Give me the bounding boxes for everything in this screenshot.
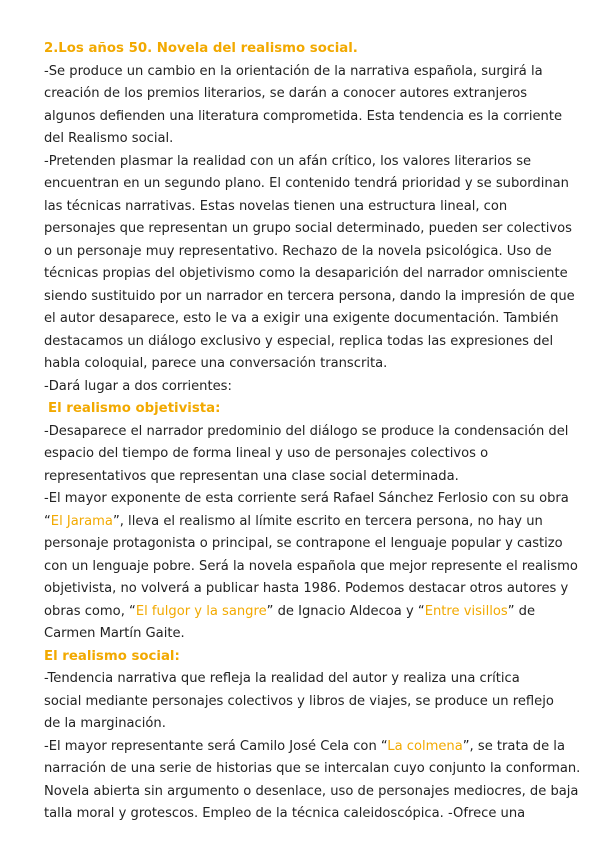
line-text: obras como, “ — [44, 603, 136, 619]
paragraph-line: representativos que representan una clase social determinada. — [44, 468, 459, 484]
paragraph-line — [44, 511, 570, 534]
paragraph-line: el autor desaparece, esto le va a exigir una exigente documentación. También — [44, 311, 559, 326]
paragraph-line: talla moral y grotescos. Empleo de la técnica caleidoscópica. -Ofrece una — [44, 806, 526, 821]
paragraph-line: o un personaje muy representativo. Rechazo de la novela psicológica. Uso de — [44, 243, 552, 259]
book-title-el-jarama: El Jarama — [50, 513, 113, 529]
book-title-la-colmena: La colmena — [387, 738, 463, 754]
paragraph-line: habla coloquial, parece una conversación transcrita. — [44, 356, 388, 371]
paragraph-line: -El mayor exponente de esta corriente será Rafael Sánchez Ferlosio con su obra — [44, 491, 569, 506]
paragraph-line: siendo sustituido por un narrador en tercera persona, dando la impresión de que — [44, 288, 575, 304]
line-text: ”, lleva el realismo al límite escrito en tercera persona, no hay un — [112, 513, 543, 529]
line-text: ”, se trata de la — [462, 738, 565, 754]
section-heading: 2.Los años 50. Novela del realismo social. — [44, 41, 358, 56]
paragraph-line — [44, 601, 570, 624]
paragraph-line: -Tendencia narrativa que refleja la realidad del autor y realiza una crítica — [44, 671, 520, 686]
paragraph-line: las técnicas narrativas. Estas novelas tienen una estructura lineal, con — [44, 198, 508, 214]
paragraph-line: encuentran en un segundo plano. El contenido tendrá prioridad y se subordinan — [44, 176, 569, 191]
paragraph-line: -Se produce un cambio en la orientación de la narrativa española, surgirá la — [44, 63, 543, 79]
paragraph-line: creación de los premios literarios, se darán a conocer autores extranjeros — [44, 86, 528, 101]
paragraph-line: técnicas propias del objetivismo como la desaparición del narrador omnisciente — [44, 266, 568, 281]
paragraph-line: destacamos un diálogo exclusivo y especial, replica todas las expresiones del — [44, 333, 554, 349]
paragraph-line: con un lenguaje pobre. Será la novela española que mejor represente el realismo — [44, 558, 578, 574]
paragraph-line: personaje protagonista o principal, se contrapone el lenguaje popular y castizo — [44, 536, 563, 551]
subsection-heading-social: El realismo social: — [44, 648, 180, 664]
paragraph-line: social mediante personajes colectivos y libros de viajes, se produce un reflejo — [44, 693, 554, 709]
paragraph-line: -Pretenden plasmar la realidad con un afán crítico, los valores literarios se — [44, 153, 532, 169]
paragraph-line — [44, 736, 570, 759]
paragraph-line: del Realismo social. — [44, 131, 174, 146]
book-title-el-fulgor: El fulgor y la sangre — [135, 603, 267, 619]
line-text: ” de — [507, 603, 536, 619]
paragraph-line: Novela abierta sin argumento o desenlace, uso de personajes mediocres, de baja — [44, 783, 579, 799]
paragraph-line: personajes que representan un grupo social determinado, pueden ser colectivos — [44, 221, 572, 236]
line-text: -El mayor representante será Camilo José Cela con “ — [44, 738, 388, 754]
paragraph-line: espacio del tiempo de forma lineal y uso de personajes colectivos o — [44, 446, 489, 461]
paragraph-line: narración de una serie de historias que se intercalan cuyo conjunto la conforman. — [44, 761, 581, 776]
subsection-heading-objetivista: El realismo objetivista: — [48, 401, 221, 416]
paragraph-line: algunos defienden una literatura comprometida. Esta tendencia es la corriente — [44, 108, 563, 124]
paragraph-line: de la marginación. — [44, 716, 166, 731]
paragraph-line: -Desaparece el narrador predominio del diálogo se produce la condensación del — [44, 423, 569, 439]
quote-mark: “ — [44, 513, 51, 529]
paragraph-line: objetivista, no volverá a publicar hasta 1986. Podemos destacar otros autores y — [44, 581, 569, 596]
line-text: ” de Ignacio Aldecoa y “ — [266, 603, 425, 619]
paragraph-line: -Dará lugar a dos corrientes: — [44, 378, 232, 394]
book-title-entre-visillos: Entre visillos — [424, 603, 508, 619]
paragraph-line: Carmen Martín Gaite. — [44, 626, 185, 641]
